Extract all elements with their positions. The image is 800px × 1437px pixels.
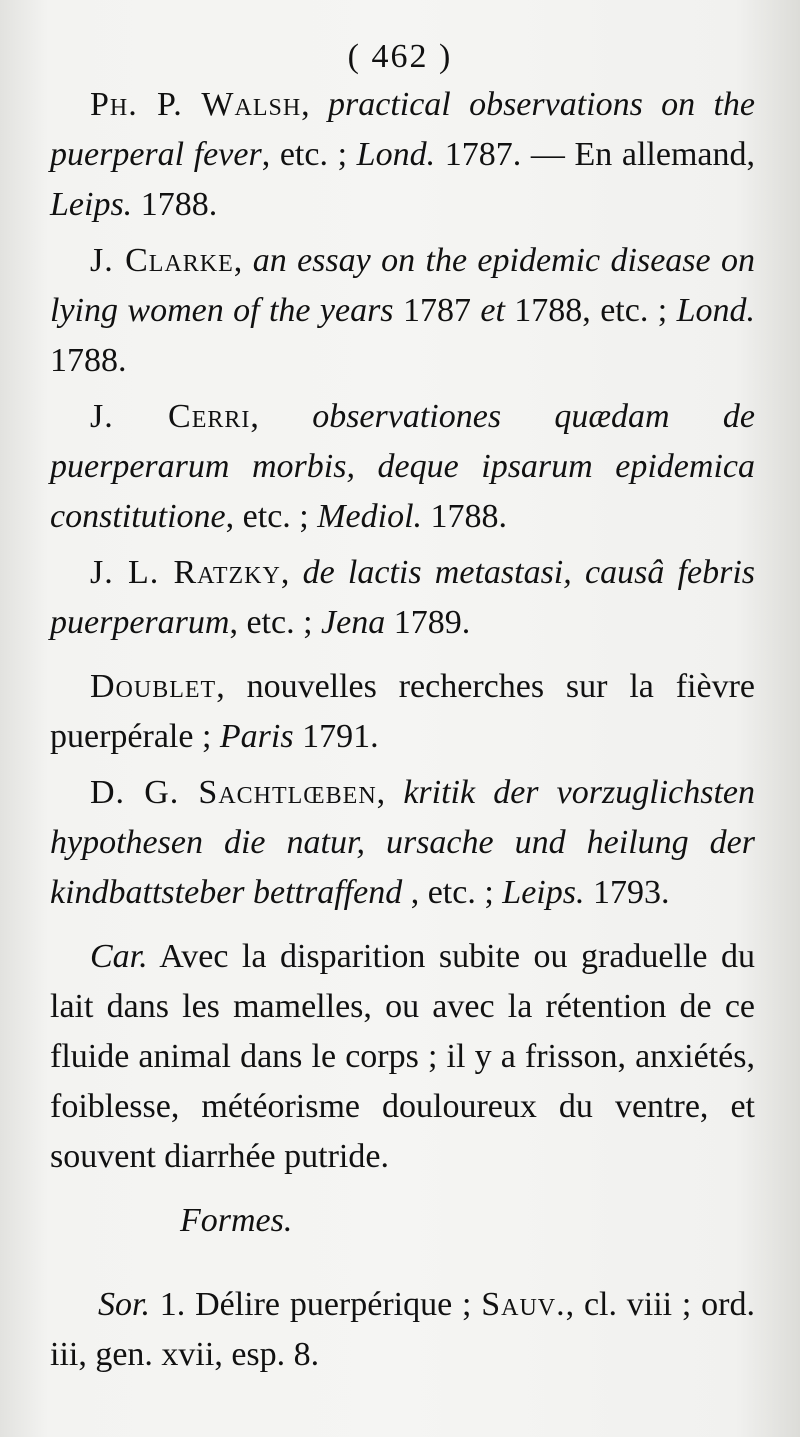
characters-paragraph: [50, 932, 755, 1182]
entry-place-2: Leips.: [50, 186, 133, 223]
entry-author: J. Cerri: [90, 398, 251, 435]
entry-title: observationes quædam de puerperarum morbis, deque ipsarum epidemica constitutione: [50, 398, 756, 535]
entry-place: Leips.: [502, 874, 585, 911]
variety-ref: Sauv.: [481, 1286, 566, 1323]
bibliography-entry-walsh: Ph. P. Walsh, practical observations on the puerperal fever, etc. ; Lond. 1787. — En allemand, Leips. 1788.: [50, 86, 756, 223]
entry-place: Lond.: [356, 136, 436, 173]
bibliography-entry-ratzky: J. L. Ratzky, de lactis metastasi, causâ febris puerperarum, etc. ; Jena 1789.: [50, 554, 756, 641]
bibliography-entry-doublet: Doublet, nouvelles recherches sur la fièvre puerpérale ; Paris 1791.: [50, 668, 756, 755]
forms-heading: Formes.: [180, 1202, 293, 1239]
bibliography-entry-cerri: J. Cerri, observationes quædam de puerperarum morbis, deque ipsarum epidemica constitutione, etc. ; Mediol. 1788.: [50, 398, 756, 535]
entry-place: Jena: [321, 604, 386, 641]
entry-author: D. G. Sachtlœben: [90, 774, 377, 811]
variety-number: 1. Délire puerpérique ;: [149, 1286, 482, 1323]
variety-paragraph: [50, 1280, 755, 1380]
entry-author: J. Clarke: [90, 242, 234, 279]
bibliography-entry-clarke: J. Clarke, an essay on the epidemic disease on lying women of the years 1787 et 1788, etc. ; Lond. 1788.: [50, 242, 756, 379]
variety-label: Sor.: [98, 1286, 150, 1323]
entry-author: Doublet: [90, 668, 217, 705]
entry-place: Lond.: [676, 292, 756, 329]
entry-place: Mediol.: [317, 498, 423, 535]
page-number: ( 462 ): [347, 38, 453, 75]
entry-title: kritik der vorzuglichsten hypothesen die natur, ursache und heilung der kindbattsteber bettraffend: [50, 774, 755, 911]
characters-label: Car.: [90, 938, 148, 975]
bibliography-entry-sachtloeben: D. G. Sachtlœben, kritik der vorzuglichsten hypothesen die natur, ursache und heilung der kindbattsteber bettraffend , etc. ; Leips. 1793.: [50, 774, 755, 911]
spacer: [50, 654, 755, 662]
page-text: [50, 80, 755, 1414]
entry-title: practical observations on the puerperal fever: [50, 86, 756, 173]
spacer: [50, 924, 755, 932]
entry-title: de lactis metastasi, causâ febris puerperarum: [50, 554, 756, 641]
entry-place: Paris: [219, 718, 294, 755]
entry-title: nouvelles recherches sur la fièvre puerpérale ;: [50, 668, 756, 755]
variety-rest: , cl. viii ; ord. iii, gen. xvii, esp. 8.: [50, 1286, 755, 1373]
entry-author: J. L. Ratzky: [90, 554, 281, 591]
characters-text: Avec la disparition subite ou graduelle du lait dans les mamelles, ou avec la rétention de ce fluide animal dans le corps ; il y a frisson, anxiétés, foiblesse, météorisme douloureux du ventre, et souvent diarrhée putride.: [50, 938, 755, 1175]
entry-author: Ph. P. Walsh: [90, 86, 302, 123]
entry-title: an essay on the epidemic disease on lying women of the years: [50, 242, 755, 329]
